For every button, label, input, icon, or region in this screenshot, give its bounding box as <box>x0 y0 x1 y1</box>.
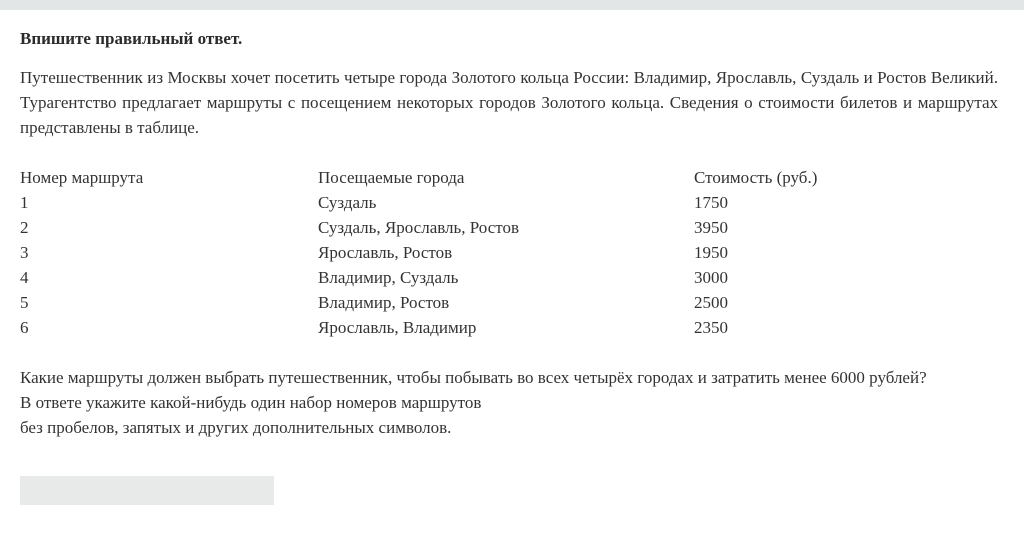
route-number: 2 <box>20 218 29 237</box>
question-text <box>20 365 998 440</box>
route-cost: 2500 <box>694 293 728 312</box>
header-cost: Стоимость (руб.) <box>694 168 818 187</box>
route-cities: Суздаль <box>318 193 377 212</box>
route-number: 5 <box>20 293 29 312</box>
task-content <box>20 26 998 440</box>
route-cities: Владимир, Ростов <box>318 293 450 312</box>
table-row <box>20 290 840 315</box>
table-row <box>20 265 840 290</box>
route-number: 4 <box>20 268 29 287</box>
question-line: В ответе укажите какой-нибудь один набор номеров маршрутов <box>20 393 482 412</box>
route-number: 6 <box>20 318 29 337</box>
table-row <box>20 315 840 340</box>
route-cost: 3950 <box>694 218 728 237</box>
routes-table <box>20 165 840 340</box>
route-number: 1 <box>20 193 29 212</box>
answer-input[interactable] <box>20 476 274 505</box>
table-header-row <box>20 165 840 190</box>
question-line: Какие маршруты должен выбрать путешественник, чтобы побывать во всех четырёх городах и затратить менее 6000 рублей? <box>20 368 927 387</box>
table-row <box>20 215 840 240</box>
route-cities: Ярославль, Ростов <box>318 243 453 262</box>
problem-text: Путешественник из Москвы хочет посетить четыре города Золотого кольца России: Владимир, Ярославль, Суздаль и Ростов Великий. Турагентство предлагает маршруты с посещением некоторых городов Золотого кольца. Сведения о стоимости билетов и маршрутах представлены в таблице. <box>20 68 998 137</box>
route-cost: 1950 <box>694 243 728 262</box>
route-cost: 2350 <box>694 318 728 337</box>
route-cost: 1750 <box>694 193 728 212</box>
top-bar <box>0 0 1024 10</box>
table-row <box>20 240 840 265</box>
header-route-number: Номер маршрута <box>20 168 144 187</box>
route-cities: Владимир, Суздаль <box>318 268 459 287</box>
route-cities: Ярославль, Владимир <box>318 318 477 337</box>
task-instruction: Впишите правильный ответ. <box>20 29 243 48</box>
route-number: 3 <box>20 243 29 262</box>
route-cost: 3000 <box>694 268 728 287</box>
table-row <box>20 190 840 215</box>
header-cities: Посещаемые города <box>318 168 465 187</box>
route-cities: Суздаль, Ярославль, Ростов <box>318 218 520 237</box>
question-line: без пробелов, запятых и других дополнительных символов. <box>20 418 452 437</box>
